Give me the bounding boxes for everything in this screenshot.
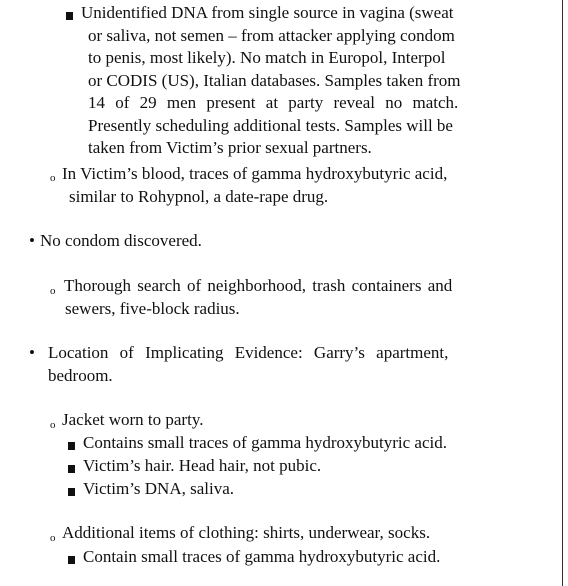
circle-bullet-icon: o — [50, 532, 56, 544]
blood-line-2: similar to Rohypnol, a date-rape drug. — [69, 186, 329, 206]
dna-line-6: Presently scheduling additional tests. Samples will be — [88, 115, 453, 135]
search-text — [64, 275, 524, 320]
square-bullet-icon — [68, 556, 75, 564]
search-line-1: Thorough search of neighborhood, trash containers and — [64, 276, 453, 295]
blood-text — [62, 163, 522, 208]
clothing-line-1: Additional items of clothing: shirts, underwear, socks. — [62, 523, 431, 542]
square-bullet-icon — [68, 465, 75, 473]
dna-line-5: 14 of 29 men present at party reveal no match. — [88, 93, 459, 112]
dna-line-2: or saliva, not semen – from attacker applying condom — [88, 25, 455, 45]
dna-line-7: taken from Victim’s prior sexual partners. — [88, 138, 372, 157]
condom-line-1: No condom discovered. — [40, 231, 202, 250]
clothing-text — [62, 522, 522, 545]
square-bullet-icon — [68, 442, 75, 450]
square-bullet-icon — [66, 12, 73, 20]
dot-bullet-icon: • — [29, 343, 35, 362]
location-text — [48, 342, 523, 387]
condom-text — [40, 230, 520, 253]
saliva-text — [83, 478, 523, 501]
clothing-traces-text — [83, 546, 523, 569]
jacket-traces-text — [83, 432, 523, 455]
jacket-text — [62, 409, 522, 432]
square-bullet-icon — [68, 488, 75, 496]
blood-line-1: In Victim’s blood, traces of gamma hydroxybutyric acid, — [62, 164, 448, 183]
circle-bullet-icon: o — [50, 285, 56, 297]
dot-bullet-icon: • — [29, 231, 35, 250]
dna-line-4: or CODIS (US), Italian databases. Samples taken from — [88, 70, 461, 90]
location-line-1: Location of Implicating Evidence: Garry’s apartment, — [48, 343, 449, 362]
location-line-2: bedroom. — [48, 365, 113, 385]
dna-line-3: to penis, most likely). No match in Europol, Interpol — [88, 48, 446, 67]
hair-text — [83, 455, 523, 478]
circle-bullet-icon: o — [50, 419, 56, 431]
hair-line-1: Victim’s hair. Head hair, not pubic. — [83, 456, 322, 475]
dna-line-1: Unidentified DNA from single source in vagina (sweat — [81, 3, 454, 22]
dna-text — [81, 2, 521, 160]
clothing-traces-line-1: Contain small traces of gamma hydroxybutyric acid. — [83, 547, 441, 566]
jacket-line-1: Jacket worn to party. — [62, 410, 204, 429]
saliva-line-1: Victim’s DNA, saliva. — [83, 479, 235, 498]
search-line-2: sewers, five-block radius. — [65, 298, 240, 318]
circle-bullet-icon: o — [50, 172, 56, 184]
jacket-traces-line-1: Contains small traces of gamma hydroxybutyric acid. — [83, 433, 447, 452]
